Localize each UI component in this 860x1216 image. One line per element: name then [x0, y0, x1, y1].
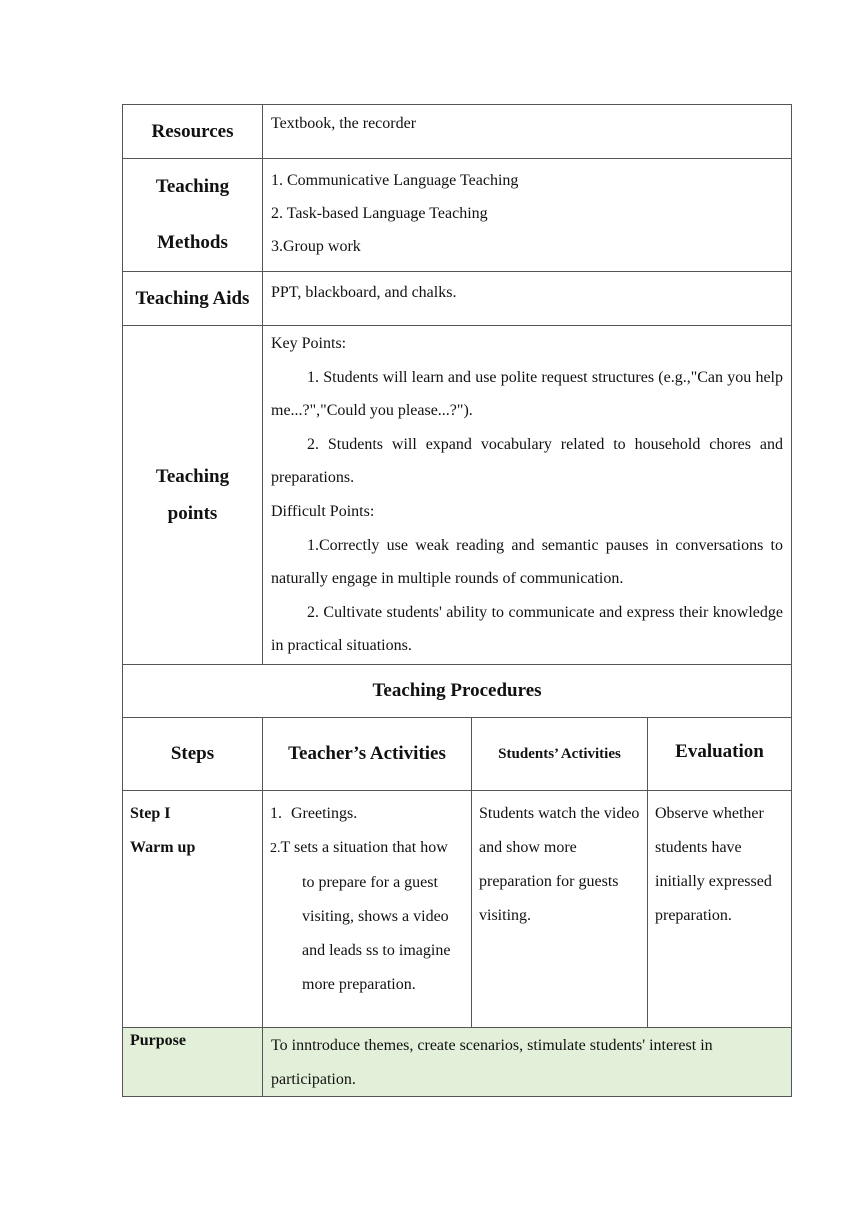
teacher-activity-2 [270, 831, 464, 1002]
step-1-subtitle: Warm up [130, 839, 196, 856]
points-row [123, 326, 792, 665]
methods-label-line2: Methods [157, 232, 228, 253]
method-item: 2. Task-based Language Teaching [271, 205, 488, 222]
method-item: 1. Communicative Language Teaching [271, 172, 519, 189]
resources-label: Resources [123, 105, 263, 159]
teacher-activity-1-text: Greetings. [291, 805, 358, 822]
difficult-point-1: 1.Correctly use weak reading and semantic pauses in conversations to naturally engage in multiple rounds of communication. [271, 536, 783, 588]
aids-value: PPT, blackboard, and chalks. [263, 272, 792, 326]
purpose-row [123, 1028, 792, 1097]
step-1-title: Step I [130, 805, 171, 822]
key-point-2: 2. Students will expand vocabulary related to household chores and preparations. [271, 435, 783, 487]
teacher-activity-2-number: 2. [270, 841, 281, 856]
procedures-header-row [123, 718, 792, 791]
points-label-line1: Teaching [155, 466, 230, 487]
purpose-text: To inntroduce themes, create scenarios, stimulate students' interest in participation. [263, 1028, 792, 1097]
step-1-name [123, 791, 263, 1028]
difficult-points-heading: Difficult Points: [271, 502, 375, 520]
step-1-teacher-activities [263, 791, 472, 1028]
method-item: 3.Group work [271, 238, 361, 255]
lesson-plan-table [122, 104, 791, 1097]
methods-label [123, 159, 263, 272]
points-content [263, 326, 792, 665]
points-label [123, 326, 263, 665]
methods-row [123, 159, 792, 272]
header-steps: Steps [123, 718, 263, 791]
resources-row [123, 105, 792, 159]
header-teacher-activities: Teacher’s Activities [263, 718, 472, 791]
procedures-title-row [123, 665, 792, 718]
teacher-activity-2-text: T sets a situation that how to prepare for a guest visiting, shows a video and leads ss to imagine more preparation. [280, 839, 451, 993]
teacher-activity-1 [270, 797, 464, 831]
difficult-point-2: 2. Cultivate students' ability to communicate and express their knowledge in practical situations. [271, 603, 783, 655]
methods-list [263, 159, 792, 272]
points-label-line2: points [167, 503, 218, 524]
step-1-row [123, 791, 792, 1028]
step-1-students-activities: Students watch the video and show more preparation for guests visiting. [472, 791, 648, 1028]
aids-row [123, 272, 792, 326]
key-points-heading: Key Points: [271, 335, 347, 352]
procedures-title: Teaching Procedures [123, 665, 792, 718]
step-1-evaluation: Observe whether students have initially expressed preparation. [648, 791, 792, 1028]
resources-value: Textbook, the recorder [263, 105, 792, 159]
teacher-activity-1-number: 1. [270, 805, 282, 822]
aids-label: Teaching Aids [123, 272, 263, 326]
methods-label-line1: Teaching [155, 176, 230, 197]
key-point-1: 1. Students will learn and use polite request structures (e.g.,"Can you help me...?","Could you please...?"). [271, 368, 783, 420]
header-evaluation: Evaluation [648, 718, 792, 791]
purpose-label: Purpose [123, 1028, 263, 1097]
header-students-activities: Students’ Activities [472, 718, 648, 791]
